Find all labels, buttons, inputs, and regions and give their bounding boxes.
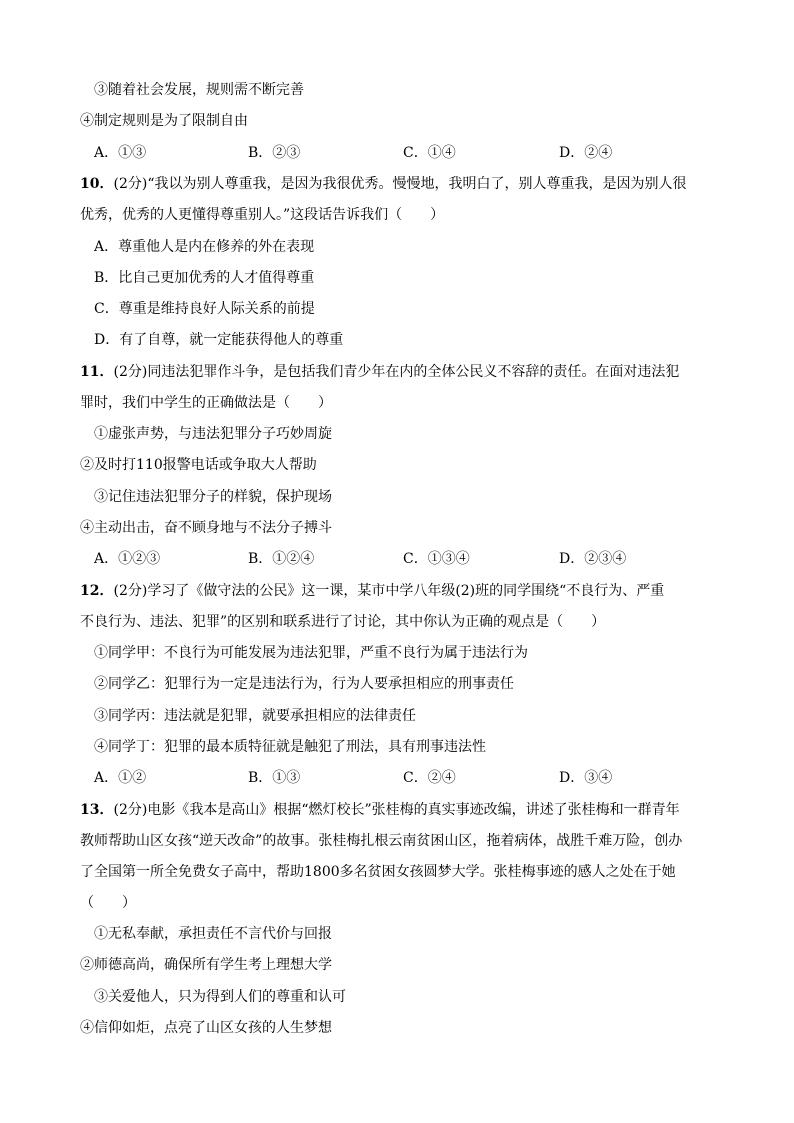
q10-stem-line-2: 优秀，优秀的人更懂得尊重别人。”这段话告诉我们（ ） [80,207,445,223]
q13-stem-text-1: (2分)电影《我本是高山》根据“燃灯校长”张桂梅的真实事迹改编，讲述了张桂梅和一群青年 [113,802,680,818]
q12-statement-4: ④同学丁：犯罪的最本质特征就是触犯了刑法，具有刑事违法性 [94,739,486,755]
q11-statement-4: ④主动出击，奋不顾身地与不法分子搏斗 [80,520,332,536]
q11-stem-line-2: 罪时，我们中学生的正确做法是（ ） [80,395,332,411]
q12-option-d: D．③④ [559,770,613,786]
q10-choice-c: C．尊重是维持良好人际关系的前提 [94,301,315,317]
q11-option-c: C．①③④ [403,551,470,567]
q11-statement-1: ①虚张声势，与违法犯罪分子巧妙周旋 [94,426,332,442]
q12-statement-2: ②同学乙：犯罪行为一定是违法行为，行为人要承担相应的刑事责任 [94,676,514,692]
q12-stem-text-1: (2分)学习了《做守法的公民》这一课，某市中学八年级(2)班的同学围绕“不良行为、严重 [113,583,665,599]
q9-statement-4: ④制定规则是为了限制自由 [80,113,248,129]
q11-statement-3: ③记住违法犯罪分子的样貌，保护现场 [94,489,332,505]
q11-option-a: A．①②③ [94,551,161,567]
q10-number: 10． [80,176,114,192]
q13-stem-line-2: 教师帮助山区女孩“逆天改命”的故事。张桂梅扎根云南贫困山区，拖着病体，战胜千难万险，创办 [80,833,683,849]
q12-option-c: C．②④ [403,770,456,786]
q9-options [94,143,734,163]
q12-statement-3: ③同学丙：违法就是犯罪，就要承担相应的法律责任 [94,708,416,724]
q12-statement-1: ①同学甲：不良行为可能发展为违法犯罪，严重不良行为属于违法行为 [94,645,528,661]
q12-number: 12． [80,583,114,599]
q9-option-d: D．②④ [559,145,613,161]
q11-statement-2: ②及时打110报警电话或争取大人帮助 [80,457,317,473]
q11-option-d: D．②③④ [559,551,627,567]
q12-option-b: B．①③ [248,770,301,786]
q9-option-b: B．②③ [248,145,301,161]
q13-stem-line-4: （ ） [80,895,136,911]
q13-statement-1: ①无私奉献，承担责任不言代价与回报 [94,926,332,942]
q12-options [94,768,734,788]
q13-statement-4: ④信仰如炬，点亮了山区女孩的人生梦想 [80,1020,332,1036]
q12-stem-line-1 [80,581,664,601]
q9-statement-3: ③随着社会发展，规则需不断完善 [94,82,304,98]
q9-option-c: C．①④ [403,145,456,161]
q10-stem-text-1: (2分)“我以为别人尊重我，是因为我很优秀。慢慢地，我明白了，别人尊重我，是因为别人很 [113,176,687,192]
q12-stem-line-2: 不良行为、违法、犯罪”的区别和联系进行了讨论，其中你认为正确的观点是（ ） [80,614,606,630]
q11-options [94,549,734,569]
q13-stem-line-1 [80,800,680,820]
q10-choice-d: D．有了自尊，就一定能获得他人的尊重 [94,332,344,348]
q11-number: 11． [80,364,114,380]
q11-stem-line-1 [80,362,679,382]
q13-stem-line-3: 了全国第一所全免费女子高中，帮助1800多名贫困女孩圆梦大学。张桂梅事迹的感人之处在于她 [80,864,676,880]
q13-statement-3: ③关爱他人，只为得到人们的尊重和认可 [94,989,346,1005]
q13-statement-2: ②师德高尚，确保所有学生考上理想大学 [80,957,332,973]
q12-option-a: A．①② [94,770,147,786]
q10-stem-line-1 [80,174,686,194]
q13-number: 13． [80,802,114,818]
q10-choice-b: B．比自己更加优秀的人才值得尊重 [94,270,315,286]
q11-stem-text-1: (2分)同违法犯罪作斗争，是包括我们青少年在内的全体公民义不容辞的责任。在面对违法犯 [113,364,680,380]
q11-option-b: B．①②④ [248,551,315,567]
q9-option-a: A．①③ [94,145,147,161]
q10-choice-a: A．尊重他人是内在修养的外在表现 [94,239,315,255]
